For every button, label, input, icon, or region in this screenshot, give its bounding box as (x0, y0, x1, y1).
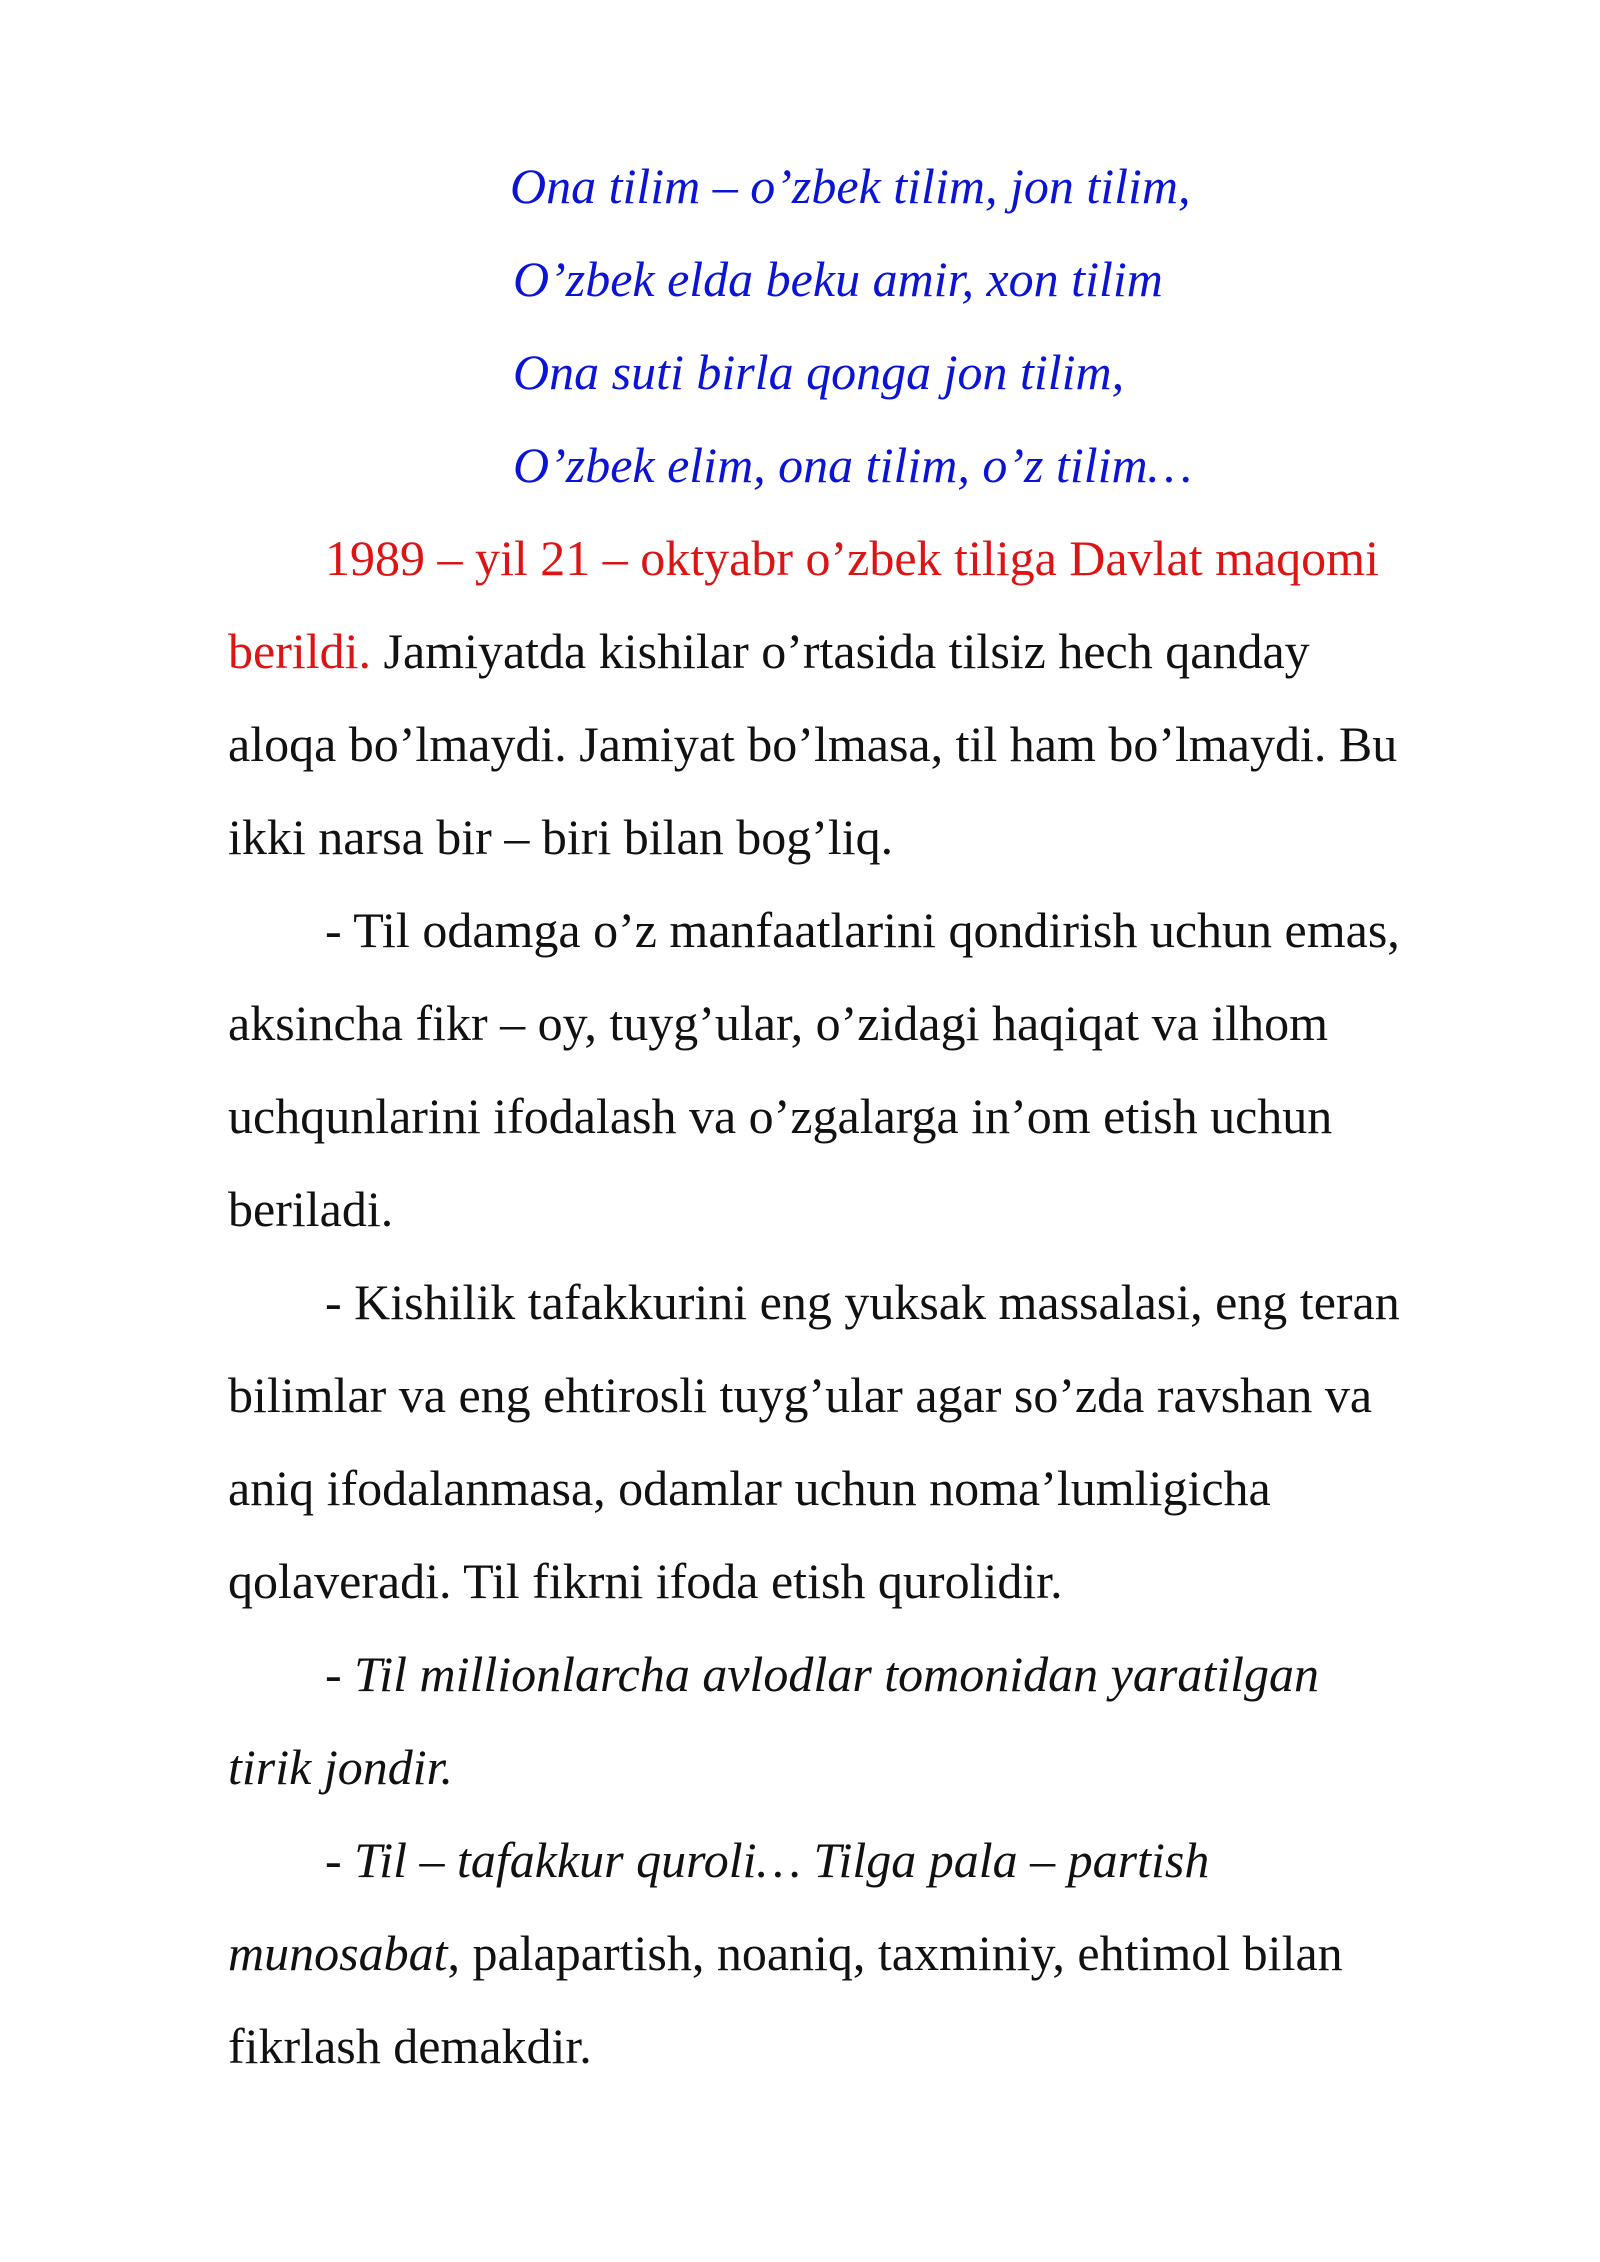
poem-line: O’zbek elim, ona tilim, o’z tilim… (513, 437, 1193, 493)
poem-line: Ona tilim – o’zbek tilim, jon tilim, (510, 158, 1191, 214)
paragraph-2-line-3: uchqunlarini ifodalash va o’zgalarga in’om etish uchun (228, 1088, 1333, 1144)
dash-text: - (325, 1646, 355, 1702)
italic-quote-text: Til millionlarcha avlodlar tomonidan yaratilgan (354, 1646, 1319, 1702)
paragraph-4-line-1 (228, 1628, 1488, 1721)
paragraph-3-line-1: - Kishilik tafakkurini eng yuksak massalasi, eng teran (325, 1274, 1400, 1330)
paragraph-1-line-3: aloqa bo’lmaydi. Jamiyat bo’lmasa, til ham bo’lmaydi. Bu (228, 716, 1398, 772)
paragraph-2-line-1: - Til odamga o’z manfaatlarini qondirish uchun emas, (325, 902, 1400, 958)
highlight-date-text: 1989 – yil 21 – oktyabr o’zbek tiliga Davlat maqomi (325, 530, 1379, 586)
paragraph-1-line-4: ikki narsa bir – biri bilan bog’liq. (228, 809, 894, 865)
paragraph-1-line-2 (228, 605, 1488, 698)
paragraph-3-line-4: qolaveradi. Til fikrni ifoda etish qurolidir. (228, 1553, 1063, 1609)
italic-quote-text: munosabat (228, 1925, 448, 1981)
dash-text: - (325, 1832, 355, 1888)
italic-quote-text: Til – tafakkur quroli… Tilga pala – partish (354, 1832, 1210, 1888)
paragraph-4-line-2 (228, 1721, 1488, 1814)
paragraph-5-line-1 (228, 1814, 1488, 1907)
paragraph-2-line-2: aksincha fikr – oy, tuyg’ular, o’zidagi haqiqat va ilhom (228, 995, 1328, 1051)
italic-quote-text: tirik jondir. (228, 1739, 454, 1795)
prose-body (228, 512, 1488, 2093)
highlight-berildi-text: berildi. (228, 623, 372, 679)
paragraph-3-line-2: bilimlar va eng ehtirosli tuyg’ular agar so’zda ravshan va (228, 1367, 1373, 1423)
paragraph-5-line-3: fikrlash demakdir. (228, 2018, 592, 2074)
paragraph-text: Jamiyatda kishilar o’rtasida tilsiz hech qanday (371, 623, 1310, 679)
paragraph-5-line-2 (228, 1907, 1488, 2000)
poem-line: O’zbek elda beku amir, xon tilim (513, 251, 1163, 307)
paragraph-2-line-4: beriladi. (228, 1181, 394, 1237)
paragraph-3-line-3: aniq ifodalanmasa, odamlar uchun noma’lumligicha (228, 1460, 1271, 1516)
poem-block (510, 140, 1310, 512)
poem-line: Ona suti birla qonga jon tilim, (513, 344, 1125, 400)
paragraph-1-line-1 (228, 512, 1488, 605)
paragraph-text: , palapartish, noaniq, taxminiy, ehtimol bilan (447, 1925, 1343, 1981)
